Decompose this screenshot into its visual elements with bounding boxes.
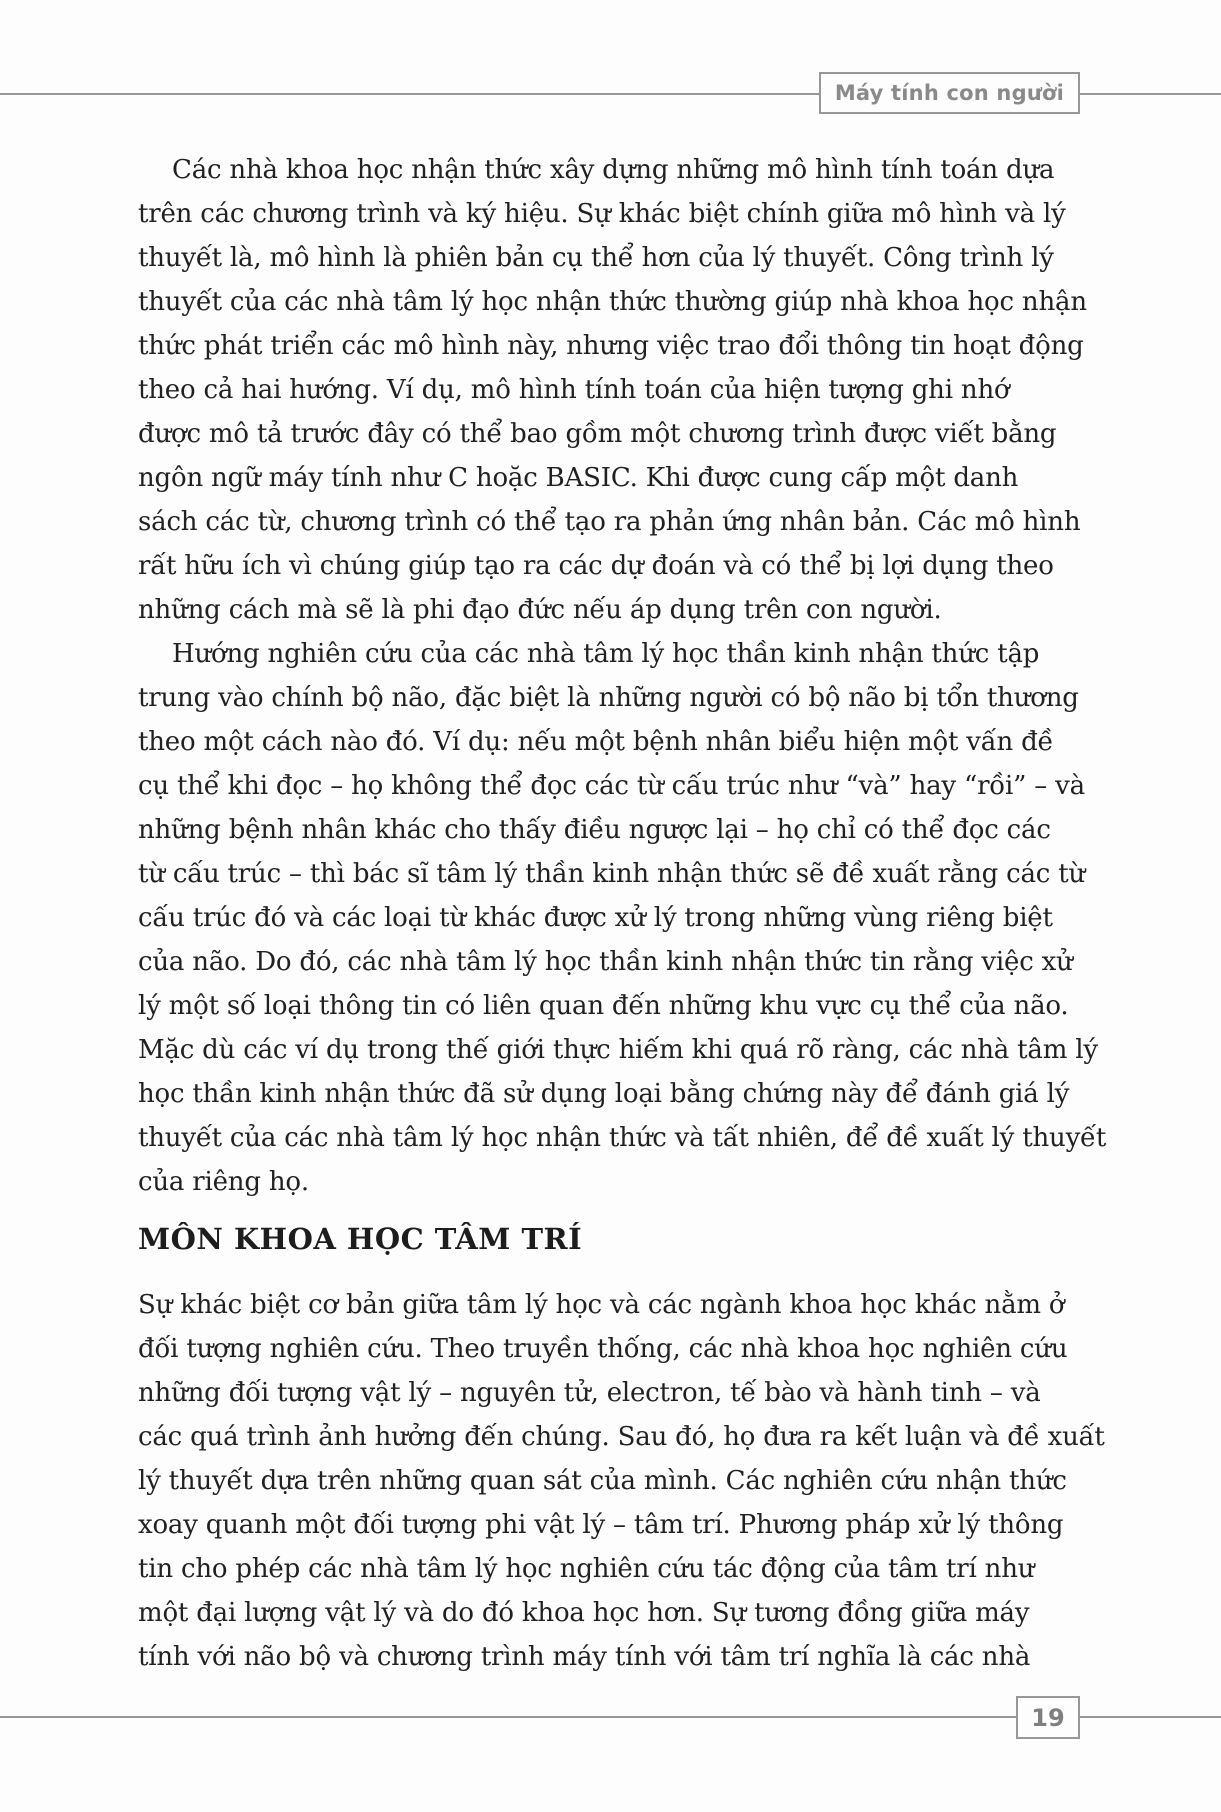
text-line: của riêng họ. bbox=[138, 1167, 309, 1197]
text-line: từ cấu trúc – thì bác sĩ tâm lý thần kinh nhận thức sẽ đề xuất rằng các từ bbox=[138, 859, 1086, 889]
text-line: những cách mà sẽ là phi đạo đức nếu áp dụng trên con người. bbox=[138, 595, 942, 625]
running-title: Máy tính con người bbox=[834, 81, 1064, 105]
text-line: tính với não bộ và chương trình máy tính với tâm trí nghĩa là các nhà bbox=[138, 1642, 1031, 1672]
text-line: được mô tả trước đây có thể bao gồm một chương trình được viết bằng bbox=[138, 419, 1057, 449]
text-line: của não. Do đó, các nhà tâm lý học thần kinh nhận thức tin rằng việc xử bbox=[138, 947, 1073, 977]
text-line: đối tượng nghiên cứu. Theo truyền thống, các nhà khoa học nghiên cứu bbox=[138, 1334, 1068, 1364]
text-line: cụ thể khi đọc – họ không thể đọc các từ cấu trúc như “và” hay “rồi” – và bbox=[138, 771, 1085, 801]
text-line: một đại lượng vật lý và do đó khoa học hơn. Sự tương đồng giữa máy bbox=[138, 1598, 1030, 1628]
text-line: trên các chương trình và ký hiệu. Sự khác biệt chính giữa mô hình và lý bbox=[138, 199, 1066, 229]
page-number-box bbox=[1016, 1696, 1080, 1739]
text-line: những bệnh nhân khác cho thấy điều ngược lại – họ chỉ có thể đọc các bbox=[138, 815, 1051, 845]
text-line: thuyết của các nhà tâm lý học nhận thức thường giúp nhà khoa học nhận bbox=[138, 287, 1087, 317]
text-line: thuyết của các nhà tâm lý học nhận thức và tất nhiên, để đề xuất lý thuyết bbox=[138, 1123, 1107, 1153]
text-line: Các nhà khoa học nhận thức xây dựng những mô hình tính toán dựa bbox=[172, 155, 1055, 185]
text-line: Hướng nghiên cứu của các nhà tâm lý học thần kinh nhận thức tập bbox=[172, 639, 1040, 669]
text-line: thức phát triển các mô hình này, nhưng việc trao đổi thông tin hoạt động bbox=[138, 331, 1084, 361]
text-line: rất hữu ích vì chúng giúp tạo ra các dự đoán và có thể bị lợi dụng theo bbox=[138, 551, 1054, 581]
text-line: xoay quanh một đối tượng phi vật lý – tâm trí. Phương pháp xử lý thông bbox=[138, 1510, 1064, 1540]
text-line: tin cho phép các nhà tâm lý học nghiên cứu tác động của tâm trí như bbox=[138, 1554, 1035, 1584]
page-number: 19 bbox=[1031, 1703, 1065, 1732]
section-heading: MÔN KHOA HỌC TÂM TRÍ bbox=[138, 1222, 583, 1256]
text-line: học thần kinh nhận thức đã sử dụng loại bằng chứng này để đánh giá lý bbox=[138, 1079, 1070, 1109]
paragraph bbox=[138, 632, 1107, 1204]
text-line: ngôn ngữ máy tính như C hoặc BASIC. Khi được cung cấp một danh bbox=[138, 463, 1019, 493]
text-line: các quá trình ảnh hưởng đến chúng. Sau đó, họ đưa ra kết luận và đề xuất bbox=[138, 1422, 1105, 1452]
text-line: Sự khác biệt cơ bản giữa tâm lý học và các ngành khoa học khác nằm ở bbox=[138, 1290, 1065, 1320]
paragraph bbox=[138, 148, 1087, 632]
running-title-box bbox=[819, 72, 1080, 114]
text-line: sách các từ, chương trình có thể tạo ra phản ứng nhân bản. Các mô hình bbox=[138, 507, 1081, 537]
text-line: Mặc dù các ví dụ trong thế giới thực hiếm khi quá rõ ràng, các nhà tâm lý bbox=[138, 1035, 1098, 1065]
text-line: lý một số loại thông tin có liên quan đến những khu vực cụ thể của não. bbox=[138, 991, 1069, 1021]
text-line: thuyết là, mô hình là phiên bản cụ thể hơn của lý thuyết. Công trình lý bbox=[138, 243, 1054, 273]
paragraph bbox=[138, 1283, 1105, 1679]
text-line: lý thuyết dựa trên những quan sát của mình. Các nghiên cứu nhận thức bbox=[138, 1466, 1067, 1496]
text-line: theo cả hai hướng. Ví dụ, mô hình tính toán của hiện tượng ghi nhớ bbox=[138, 375, 1010, 405]
text-line: những đối tượng vật lý – nguyên tử, electron, tế bào và hành tinh – và bbox=[138, 1378, 1041, 1408]
text-line: trung vào chính bộ não, đặc biệt là những người có bộ não bị tổn thương bbox=[138, 683, 1079, 713]
text-line: theo một cách nào đó. Ví dụ: nếu một bệnh nhân biểu hiện một vấn đề bbox=[138, 727, 1054, 757]
text-line: cấu trúc đó và các loại từ khác được xử lý trong những vùng riêng biệt bbox=[138, 903, 1053, 933]
page-content bbox=[138, 148, 1107, 1679]
